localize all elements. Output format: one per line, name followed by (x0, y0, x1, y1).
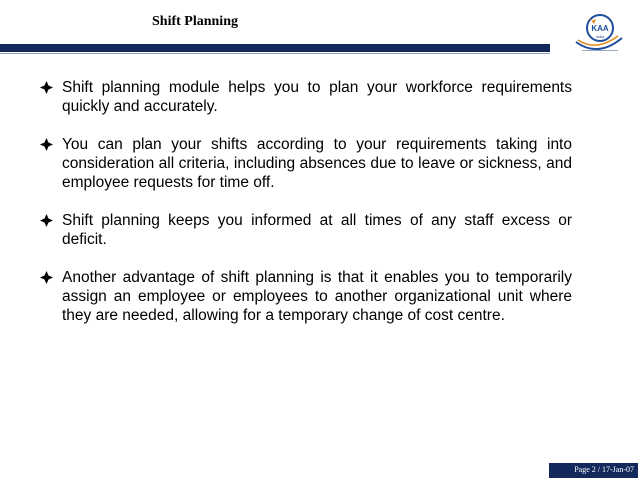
header-rule (0, 53, 550, 54)
page-title: Shift Planning (152, 14, 238, 29)
diamond-bullet-icon (40, 81, 53, 94)
bullet-text: Shift planning keeps you informed at all times of any staff excess or deficit. (62, 212, 572, 248)
header-bar (0, 44, 550, 52)
bullet-text: Shift planning module helps you to plan your workforce requirements quickly and accurately. (62, 79, 572, 115)
bullet-text: You can plan your shifts according to your requirements taking into consideration all criteria, including absences due to leave or sickness, and employee requests for time off. (62, 136, 572, 191)
list-item (40, 78, 572, 116)
page-number: Page 2 / 17-Jan-07 (574, 465, 634, 474)
footer-page-info (549, 463, 638, 478)
diamond-bullet-icon (40, 271, 53, 284)
diamond-bullet-icon (40, 214, 53, 227)
bullet-list (40, 78, 572, 344)
diamond-bullet-icon (40, 138, 53, 151)
logo-text: KAA (591, 24, 609, 33)
list-item (40, 135, 572, 192)
kaa-logo-icon (568, 8, 628, 58)
list-item (40, 211, 572, 249)
bullet-text: Another advantage of shift planning is that it enables you to temporarily assign an employee or employees to another organizational unit where they are needed, allowing for a temporary change of cost centre. (62, 269, 572, 324)
logo-subtext: India (595, 34, 605, 39)
list-item (40, 268, 572, 325)
